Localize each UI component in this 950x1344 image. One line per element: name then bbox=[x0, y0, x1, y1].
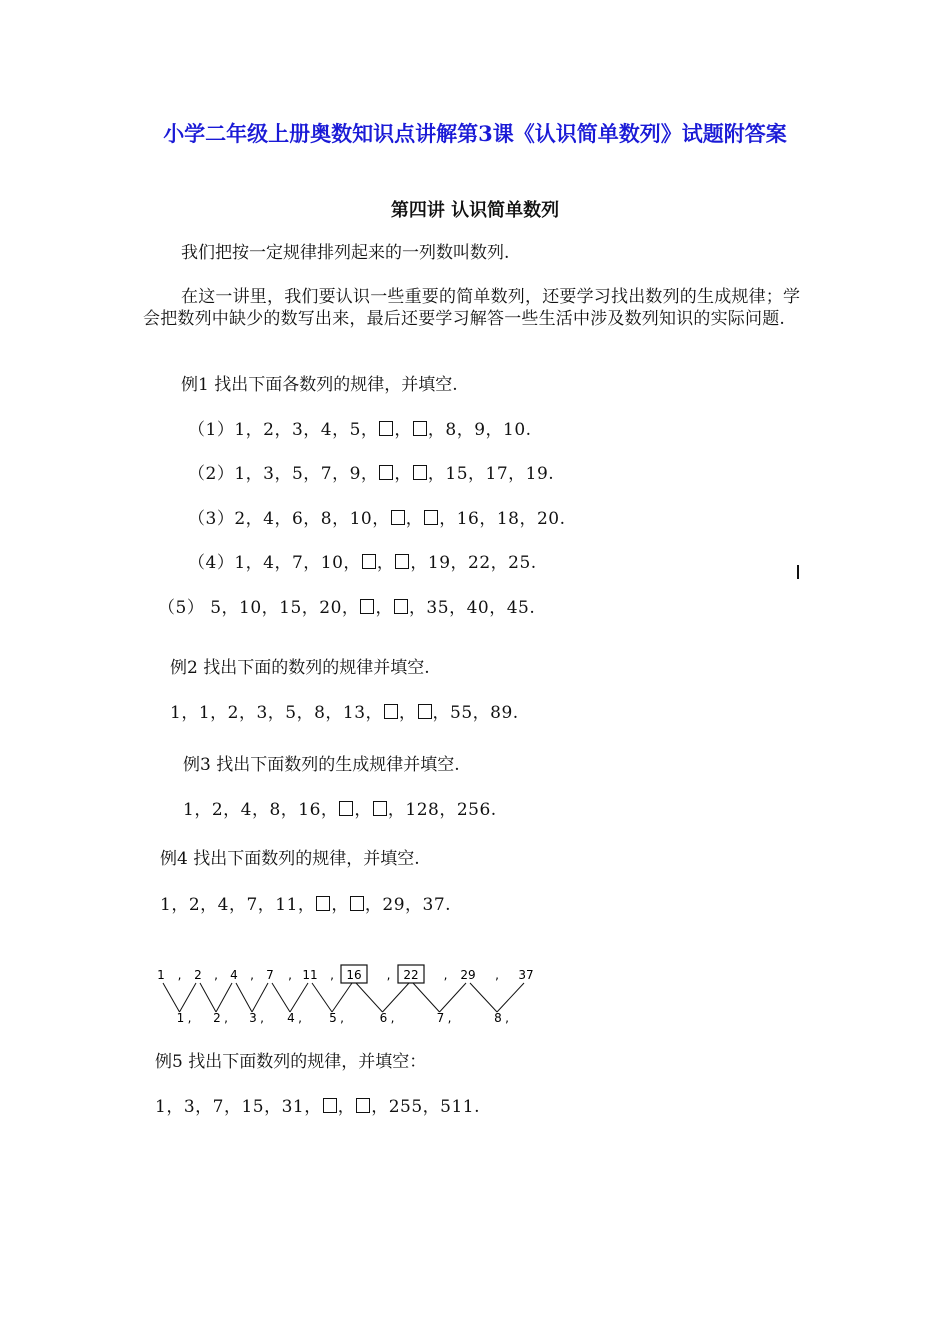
difference-separator: , bbox=[298, 1011, 302, 1025]
blank-box[interactable] bbox=[360, 599, 374, 614]
zigzag-down bbox=[470, 983, 497, 1012]
blank-box[interactable] bbox=[413, 421, 427, 436]
zigzag-down bbox=[200, 983, 216, 1012]
difference-value: 7 bbox=[436, 1011, 445, 1025]
example-3-sequence: 1，2，4，8，16， ， ，128，256. bbox=[183, 800, 497, 820]
zigzag-up bbox=[252, 983, 268, 1012]
blank-box[interactable] bbox=[424, 510, 438, 525]
example-4-sequence: 1，2，4，7，11， ， ，29，37. bbox=[160, 895, 452, 915]
example-4-label: 例4 找出下面数列的规律，并填空. bbox=[160, 849, 420, 869]
separator: , bbox=[386, 968, 391, 982]
blank-box[interactable] bbox=[356, 1098, 370, 1113]
difference-zigzag-diagram bbox=[150, 960, 550, 1030]
top-value: 11 bbox=[302, 968, 318, 982]
difference-separator: , bbox=[505, 1011, 509, 1025]
blank-box[interactable] bbox=[379, 421, 393, 436]
zigzag-up bbox=[332, 983, 352, 1012]
intro-paragraph: 在这一讲里，我们要认识一些重要的简单数列，还要学习找出数列的生成规律；学会把数列中缺少的数写出来，最后还要学习解答一些生活中涉及数列知识的实际问题. bbox=[143, 287, 801, 329]
top-value: 7 bbox=[266, 968, 274, 982]
blank-box[interactable] bbox=[394, 599, 408, 614]
difference-value: 6 bbox=[379, 1011, 388, 1025]
blank-box[interactable] bbox=[384, 704, 398, 719]
example-5-sequence: 1，3，7，15，31， ， ，255，511. bbox=[155, 1097, 481, 1117]
difference-value: 5 bbox=[329, 1011, 337, 1025]
zigzag-up bbox=[180, 983, 197, 1012]
blank-box[interactable] bbox=[350, 896, 364, 911]
top-value: 37 bbox=[518, 968, 534, 982]
example-5-label: 例5 找出下面数列的规律，并填空： bbox=[155, 1052, 427, 1072]
example-2-sequence: 1，1，2，3，5，8，13， ， ，55，89. bbox=[170, 703, 519, 723]
example-2-label: 例2 找出下面的数列的规律并填空. bbox=[170, 658, 430, 678]
zigzag-down bbox=[272, 983, 290, 1012]
blank-box[interactable] bbox=[391, 510, 405, 525]
example-1-label: 例1 找出下面各数列的规律，并填空. bbox=[181, 375, 458, 395]
difference-numbers bbox=[177, 1011, 509, 1025]
blank-box[interactable] bbox=[362, 554, 376, 569]
separator: , bbox=[443, 968, 448, 982]
zigzag-up bbox=[216, 983, 232, 1012]
difference-value: 1 bbox=[176, 1011, 185, 1025]
difference-separator: , bbox=[390, 1011, 395, 1025]
zigzag-up bbox=[497, 983, 524, 1012]
top-value: 4 bbox=[230, 968, 238, 982]
separator: , bbox=[214, 968, 218, 982]
blank-box[interactable] bbox=[395, 554, 409, 569]
blank-box[interactable] bbox=[316, 896, 330, 911]
separator: , bbox=[250, 968, 254, 982]
zigzag-up bbox=[290, 983, 308, 1012]
zigzag-down bbox=[356, 983, 383, 1012]
zigzag-down bbox=[163, 983, 180, 1012]
blank-box[interactable] bbox=[373, 801, 387, 816]
zigzag-down bbox=[413, 983, 440, 1012]
zigzag-down bbox=[312, 983, 332, 1012]
top-value: 22 bbox=[403, 968, 419, 982]
difference-separator: , bbox=[447, 1011, 452, 1025]
top-sequence-numbers bbox=[157, 965, 533, 983]
separator: , bbox=[177, 968, 182, 982]
difference-separator: , bbox=[224, 1011, 228, 1025]
example-3-label: 例3 找出下面数列的生成规律并填空. bbox=[183, 755, 460, 775]
separator: , bbox=[330, 968, 334, 982]
top-value: 29 bbox=[460, 968, 476, 982]
example-1-sequence-4: （4）1，4，7，10， ， ，19，22，25. bbox=[188, 553, 537, 573]
zigzag-lines bbox=[163, 983, 524, 1012]
separator: , bbox=[495, 968, 499, 982]
text-cursor bbox=[797, 565, 799, 579]
blank-box[interactable] bbox=[323, 1098, 337, 1113]
example-1-sequence-3: （3）2，4，6，8，10， ， ，16，18，20. bbox=[188, 509, 566, 529]
separator: , bbox=[288, 968, 292, 982]
blank-box[interactable] bbox=[339, 801, 353, 816]
lesson-subtitle: 第四讲 认识简单数列 bbox=[390, 200, 560, 221]
example-1-sequence-2: （2）1，3，5，7，9， ， ，15，17，19. bbox=[188, 464, 555, 484]
document-title: 小学二年级上册奥数知识点讲解第3课《认识简单数列》试题附答案 bbox=[163, 121, 787, 146]
difference-separator: , bbox=[340, 1011, 344, 1025]
example-1-sequence-5: （5） 5，10，15，20， ， ，35，40，45. bbox=[158, 598, 536, 618]
difference-separator: , bbox=[187, 1011, 192, 1025]
blank-box[interactable] bbox=[413, 465, 427, 480]
intro-definition: 我们把按一定规律排列起来的一列数叫数列. bbox=[181, 243, 510, 263]
difference-value: 4 bbox=[287, 1011, 295, 1025]
difference-separator: , bbox=[260, 1011, 264, 1025]
example-1-sequence-1: （1）1，2，3，4，5， ， ，8，9，10. bbox=[188, 420, 532, 440]
difference-value: 8 bbox=[494, 1011, 502, 1025]
blank-box[interactable] bbox=[379, 465, 393, 480]
top-value: 16 bbox=[346, 968, 362, 982]
top-value: 2 bbox=[194, 968, 202, 982]
zigzag-down bbox=[236, 983, 252, 1012]
top-value: 1 bbox=[157, 968, 165, 982]
difference-value: 2 bbox=[213, 1011, 221, 1025]
difference-value: 3 bbox=[249, 1011, 257, 1025]
zigzag-up bbox=[440, 983, 467, 1012]
zigzag-up bbox=[383, 983, 410, 1012]
blank-box[interactable] bbox=[418, 704, 432, 719]
